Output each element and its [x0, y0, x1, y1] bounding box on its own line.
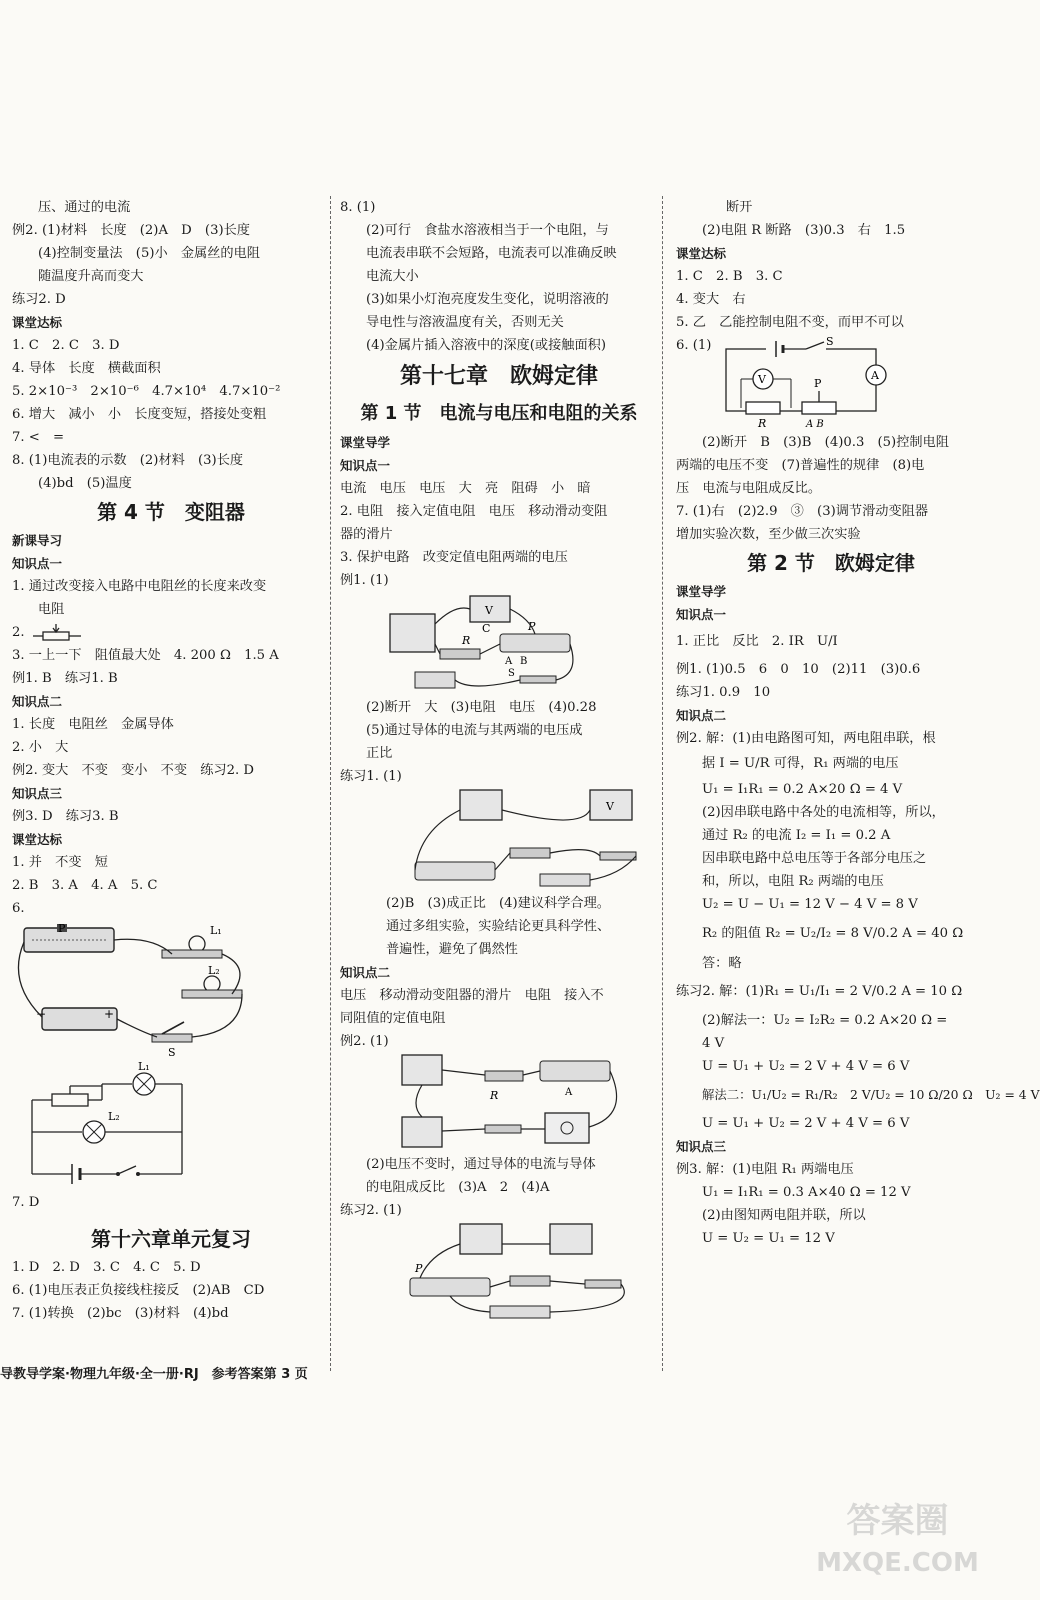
text-line: 答：略: [702, 956, 742, 971]
section-label: 知识点三: [676, 1139, 727, 1154]
text-line: 电压 移动滑动变阻器的滑片 电阻 接入不: [340, 988, 604, 1003]
answer-column-1: [12, 196, 330, 1325]
text-line: 例2. 变大 不变 变小 不变 练习2. D: [12, 763, 254, 778]
text-line: 3. 保护电路 改变定值电阻两端的电压: [340, 550, 568, 565]
label-v: V: [758, 373, 766, 386]
section-heading: 第 1 节 电流与电压和电阻的关系: [360, 403, 638, 424]
label-v: V: [606, 800, 614, 813]
label-r: R: [490, 1089, 499, 1102]
text-line: 4. 变大 右: [676, 292, 746, 307]
text-line: 7. (1)右 (2)2.9 ③ (3)调节滑动变阻器: [676, 504, 929, 519]
watermark-line-1: 答案圈: [846, 1501, 949, 1541]
text-line: 因串联电路中总电压等于各部分电压之: [702, 851, 927, 866]
text-line: 随温度升高而变大: [38, 269, 144, 284]
text-line: 例2. (1)材料 长度 (2)A D (3)长度: [12, 223, 250, 238]
label-s: S: [168, 1046, 176, 1059]
text-line: (4)控制变量法 (5)小 金属丝的电阻: [38, 246, 260, 261]
text-line: 8. (1): [340, 200, 376, 215]
text-line: 6. (1): [676, 338, 712, 353]
section-label: 知识点二: [12, 694, 63, 709]
text-line: 例3. 解：(1)电阻 R₁ 两端电压: [676, 1162, 854, 1177]
section-label: 知识点二: [340, 965, 391, 980]
label-s: S: [826, 335, 834, 348]
rheostat-symbol-icon: [33, 624, 83, 642]
label-ab: A B: [806, 419, 824, 430]
label-b: B: [520, 656, 528, 667]
label-l2: L₂: [108, 1110, 120, 1123]
label-r: R: [758, 417, 767, 430]
label-l2: L₂: [208, 964, 220, 977]
text-line: [12, 621, 330, 644]
text-line: 通过多组实验，实验结论更具科学性、: [386, 919, 611, 934]
text-line: (2)电压不变时，通过导体的电流与导体: [366, 1157, 596, 1172]
column-divider-2: [662, 196, 663, 1371]
text-line: U = U₁ + U₂ = 2 V + 4 V = 6 V: [702, 1116, 910, 1131]
text-line: U₁ = I₁R₁ = 0.2 A×20 Ω = 4 V: [702, 782, 903, 797]
label-c: C: [482, 622, 491, 635]
section-label: 知识点一: [340, 458, 391, 473]
text-line: 例1. (1)0.5 6 0 10 (2)11 (3)0.6: [676, 662, 921, 677]
text-line: 据 I = U/R 可得，R₁ 两端的电压: [702, 756, 899, 771]
example1-circuit-diagram: [380, 594, 690, 694]
text-line: U = U₁ + U₂ = 2 V + 4 V = 6 V: [702, 1059, 910, 1074]
example2-circuit-diagram: [390, 1055, 700, 1151]
text-line: 练习1. (1): [340, 769, 402, 784]
watermark-line-2: MXQE.COM: [816, 1548, 979, 1578]
section-label: 课堂达标: [676, 246, 727, 261]
section-label: 课堂达标: [12, 315, 63, 330]
text-line: 例2. 解：(1)由电路图可知，两电阻串联，根: [676, 731, 936, 746]
text-line: 1. C 2. B 3. C: [676, 269, 783, 284]
text-line: 1. 并 不变 短: [12, 855, 108, 870]
section-heading: 第十六章单元复习: [91, 1227, 251, 1251]
section-label: 课堂导学: [340, 435, 391, 450]
text-line: (3)如果小灯泡亮度发生变化，说明溶液的: [366, 292, 609, 307]
text-line: 1. C 2. C 3. D: [12, 338, 120, 353]
text-line: 压、通过的电流: [38, 200, 131, 215]
text-line: 6. (1)电压表正负接线柱接反 (2)AB CD: [12, 1283, 265, 1298]
text-line: 器的滑片: [340, 527, 393, 542]
text-line: 解法二：U₁/U₂ = R₁/R₂ 2 V/U₂ = 10 Ω/20 Ω U₂ = 4 V: [702, 1087, 1040, 1102]
label-a: A: [505, 656, 513, 667]
text-line: (2)因串联电路中各处的电流相等，所以，: [702, 805, 945, 820]
text-line: 正比: [366, 746, 393, 761]
label-r: R: [462, 634, 471, 647]
section-label: 课堂导学: [676, 584, 727, 599]
section-label: 课堂达标: [12, 832, 63, 847]
text-line: (2)断开 大 (3)电阻 电压 (4)0.28: [366, 700, 597, 715]
label-s: S: [508, 668, 515, 679]
label-p: P: [415, 1262, 423, 1275]
text-line: 3. 一上一下 阻值最大处 4. 200 Ω 1.5 A: [12, 648, 279, 663]
section-heading: 第 4 节 变阻器: [97, 500, 245, 524]
text-line: U₂ = U − U₁ = 12 V − 4 V = 8 V: [702, 897, 918, 912]
text-line: (2)解法一：U₂ = I₂R₂ = 0.2 A×20 Ω =: [702, 1013, 948, 1028]
exercise2-circuit-diagram: [400, 1224, 710, 1320]
text-line: 例2. (1): [340, 1034, 389, 1049]
text-line: 5. 2×10⁻³ 2×10⁻⁶ 4.7×10⁴ 4.7×10⁻²: [12, 384, 281, 399]
text-line: (5)通过导体的电流与其两端的电压成: [366, 723, 583, 738]
label-a: A: [565, 1087, 573, 1098]
text-line: (2)断开 B (3)B (4)0.3 (5)控制电阻: [702, 435, 949, 450]
text-line: 1. D 2. D 3. C 4. C 5. D: [12, 1260, 201, 1275]
section-label: 知识点一: [12, 556, 63, 571]
rheostat-wiring-diagram: [12, 922, 312, 1062]
text-line: 2. 电阻 接入定值电阻 电压 移动滑动变阻: [340, 504, 608, 519]
section-heading: 第 2 节 欧姆定律: [747, 551, 915, 575]
chapter-heading: 第十七章 欧姆定律: [399, 364, 598, 389]
text-line: 8. (1)电流表的示数 (2)材料 (3)长度: [12, 453, 244, 468]
parallel-lamps-schematic: [12, 1060, 312, 1189]
text-line: 的电阻成反比 (3)A 2 (4)A: [366, 1180, 550, 1195]
label-p: P: [528, 620, 536, 633]
text-line: 4. 导体 长度 横截面积: [12, 361, 161, 376]
text-line: 电流 电压 电压 大 亮 阻碍 小 暗: [340, 481, 591, 496]
text-line: 电流大小: [366, 269, 419, 284]
text-line: 7. (1)转换 (2)bc (3)材料 (4)bd: [12, 1306, 229, 1321]
section-label: 知识点三: [12, 786, 63, 801]
section-label: 知识点一: [676, 607, 727, 622]
label-plus: +: [104, 1007, 115, 1021]
text-line: (4)bd (5)温度: [38, 476, 132, 491]
text-line: (2)电阻 R 断路 (3)0.3 右 1.5: [702, 223, 906, 238]
text-line: 导电性与溶液温度有关，否则无关: [366, 315, 564, 330]
label-l1: L₁: [210, 924, 222, 937]
text-line: 2. 小 大: [12, 740, 69, 755]
text-line: 同阻值的定值电阻: [340, 1011, 446, 1026]
label-v: V: [485, 604, 493, 617]
text-line: U₁ = I₁R₁ = 0.3 A×40 Ω = 12 V: [702, 1185, 911, 1200]
watermark-logo: [815, 1500, 980, 1590]
text-line: 7. D: [12, 1195, 40, 1210]
label-p: P: [58, 922, 66, 935]
label-minus: −: [36, 1007, 47, 1021]
section-label: 新课导习: [12, 533, 63, 548]
text-line: 例1. B 练习1. B: [12, 671, 118, 686]
text-line: 和，所以，电阻 R₂ 两端的电压: [702, 874, 884, 889]
text-line: 2. B 3. A 4. A 5. C: [12, 878, 158, 893]
text-line: 通过 R₂ 的电流 I₂ = I₁ = 0.2 A: [702, 828, 891, 843]
text-line: 1. 长度 电阻丝 金属导体: [12, 717, 174, 732]
text-line: 电流表串联不会短路，电流表可以准确反映: [366, 246, 617, 261]
text-line: R₂ 的阻值 R₂ = U₂/I₂ = 8 V/0.2 A = 40 Ω: [702, 926, 964, 941]
answer-column-3: [676, 196, 1040, 1250]
text-line: 例1. (1): [340, 573, 389, 588]
label-a: A: [871, 369, 879, 382]
text-line: (2)由图知两电阻并联，所以: [702, 1208, 866, 1223]
text-line: 5. 乙 乙能控制电阻不变，而甲不可以: [676, 315, 904, 330]
text-line: 压 电流与电阻成反比。: [676, 481, 822, 496]
text-line: 练习2. (1): [340, 1203, 402, 1218]
text-line: 1. 正比 反比 2. IR U/I: [676, 634, 838, 649]
text-line: 6. 增大 减小 小 长度变短，搭接处变粗: [12, 407, 267, 422]
item-number: 2.: [12, 625, 25, 640]
text-line: (4)金属片插入溶液中的深度(或接触面积): [366, 338, 606, 353]
label-p: P: [814, 377, 822, 390]
text-line: 1. 通过改变接入电路中电阻丝的长度来改变: [12, 579, 267, 594]
text-line: 断开: [726, 200, 753, 215]
text-line: 例3. D 练习3. B: [12, 809, 119, 824]
text-line: (2)可行 食盐水溶液相当于一个电阻，与: [366, 223, 609, 238]
text-line: 两端的电压不变 (7)普遍性的规律 (8)电: [676, 458, 925, 473]
text-line: 电阻: [38, 602, 65, 617]
ohm-experiment-schematic: [706, 337, 1006, 429]
column-divider-1: [330, 196, 331, 1371]
exercise1-circuit-diagram: [400, 790, 710, 890]
text-line: 增加实验次数，至少做三次实验: [676, 527, 861, 542]
text-line: 7. < =: [12, 430, 65, 445]
text-line: 4 V: [702, 1036, 725, 1051]
text-line: 练习2. D: [12, 292, 66, 307]
text-line: 普遍性，避免了偶然性: [386, 942, 518, 957]
answer-column-2: [340, 196, 658, 1322]
text-line: U = U₂ = U₁ = 12 V: [702, 1231, 835, 1246]
label-l1: L₁: [138, 1060, 150, 1073]
text-line: 6.: [12, 901, 25, 916]
page-footer: 导教导学案·物理九年级·全一册·RJ 参考答案第 3 页: [0, 1367, 308, 1382]
text-line: (2)B (3)成正比 (4)建议科学合理。: [386, 896, 610, 911]
text-line: 练习1. 0.9 10: [676, 685, 771, 700]
text-line: 练习2. 解：(1)R₁ = U₁/I₁ = 2 V/0.2 A = 10 Ω: [676, 984, 963, 999]
section-label: 知识点二: [676, 708, 727, 723]
